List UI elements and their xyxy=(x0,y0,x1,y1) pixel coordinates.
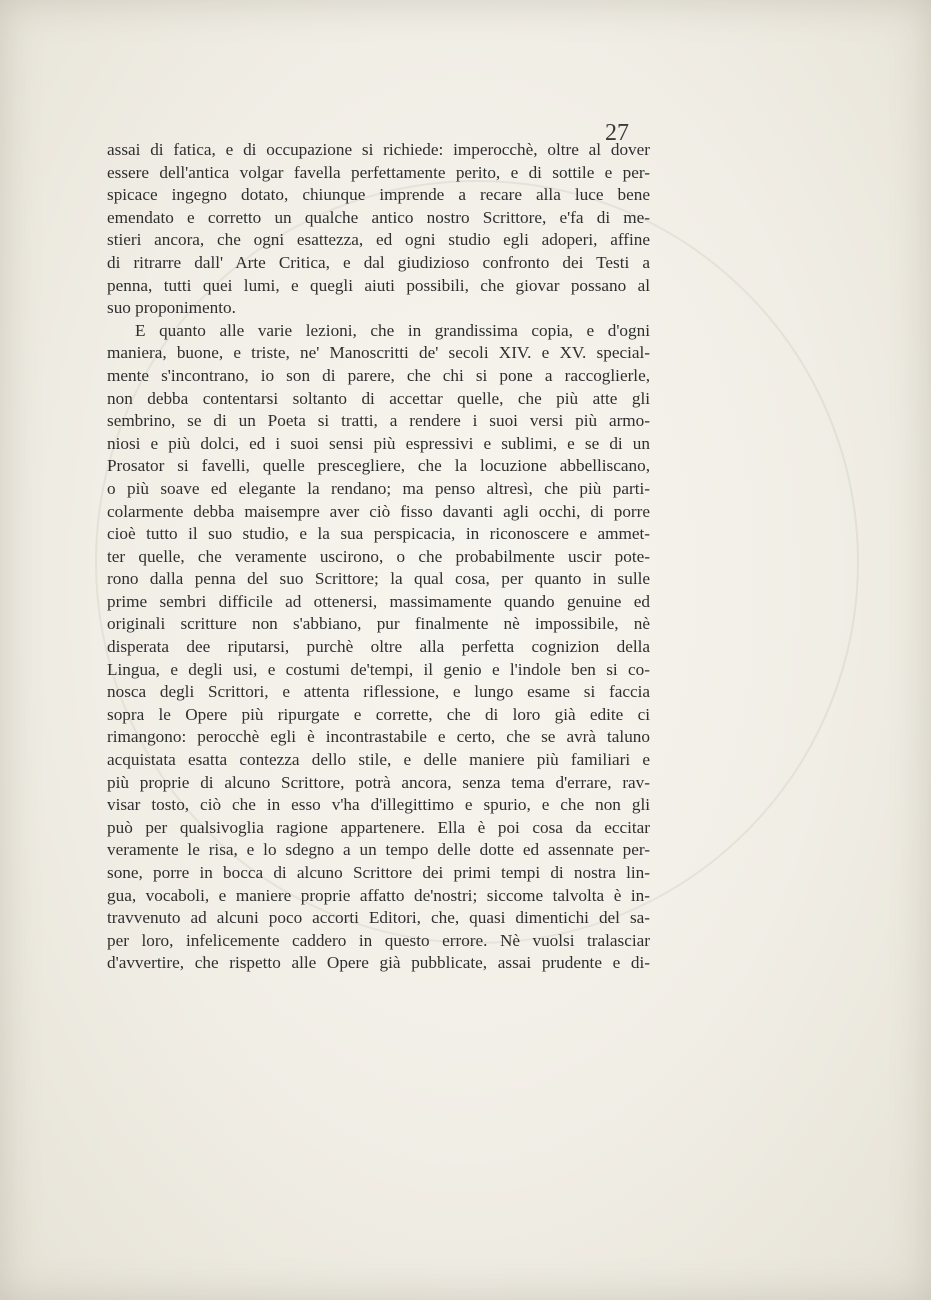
text-line: emendato e corretto un qualche antico nostro Scrittore, e'fa di me- xyxy=(107,207,650,227)
text-line: E quanto alle varie lezioni, che in grandissima copia, e d'ogni xyxy=(135,320,650,340)
text-line: niosi e più dolci, ed i suoi sensi più espressivi e sublimi, e se di un xyxy=(107,433,650,453)
text-line: penna, tutti quei lumi, e quegli aiuti possibili, che giovar possano al xyxy=(107,275,650,295)
text-line: originali scritture non s'abbiano, pur finalmente nè impossibile, nè xyxy=(107,614,650,634)
text-line: Lingua, e degli usi, e costumi de'tempi, il genio e l'indole ben si co- xyxy=(107,659,650,679)
text-line: cioè tutto il suo studio, e la sua perspicacia, in riconoscere e ammet- xyxy=(107,524,650,544)
text-line: o più soave ed elegante la rendano; ma penso altresì, che più parti- xyxy=(107,478,650,498)
text-line: nosca degli Scrittori, e attenta riflessione, e lungo esame si faccia xyxy=(107,682,650,702)
text-line: sembrino, se di un Poeta si tratti, a rendere i suoi versi più armo- xyxy=(107,411,650,431)
text-line: d'avvertire, che rispetto alle Opere già pubblicate, assai prudente e di- xyxy=(107,953,650,973)
text-line: sone, porre in bocca di alcuno Scrittore dei primi tempi di nostra lin- xyxy=(107,863,650,882)
text-line: più proprie di alcuno Scrittore, potrà ancora, senza tema d'errare, rav- xyxy=(107,772,650,792)
text-line: prime sembri difficile ad ottenersi, massimamente quando genuine ed xyxy=(107,591,650,611)
text-line: Prosator si favelli, quelle prescegliere, che la locuzione abbelliscano, xyxy=(107,456,650,476)
text-line: mente s'incontrano, io son di parere, che chi si pone a raccoglierle, xyxy=(107,365,650,385)
text-line: per loro, infelicemente caddero in questo errore. Nè vuolsi tralasciar xyxy=(107,930,650,950)
text-line: sopra le Opere più ripurgate e corrette, che di loro già edite ci xyxy=(107,704,650,724)
text-line: veramente le risa, e lo sdegno a un tempo delle dotte ed assennate per- xyxy=(107,840,650,860)
page-number: 27 xyxy=(605,120,629,146)
paragraph xyxy=(107,320,650,975)
body-text xyxy=(107,139,650,975)
text-line: travvenuto ad alcuni poco accorti Editori, che, quasi dimentichi del sa- xyxy=(107,908,650,928)
text-line: visar tosto, ciò che in esso v'ha d'illegittimo e spurio, e che non gli xyxy=(107,795,650,815)
text-line: assai di fatica, e di occupazione si richiede: imperocchè, oltre al dover xyxy=(107,140,650,159)
text-line: ter quelle, che veramente uscirono, o che probabilmente uscir pote- xyxy=(107,546,650,566)
text-line: stieri ancora, che ogni esattezza, ed ogni studio egli adoperi, affine xyxy=(107,230,650,250)
text-line: acquistata esatta contezza dello stile, e delle maniere più familiari e xyxy=(107,750,650,770)
text-line: può per qualsivoglia ragione appartenere. Ella è poi cosa da eccitar xyxy=(107,817,650,837)
text-line: gua, vocaboli, e maniere proprie affatto de'nostri; siccome talvolta è in- xyxy=(107,885,650,905)
text-line: colarmente debba maisempre aver ciò fisso davanti agli occhi, di porre xyxy=(107,501,650,521)
text-line: disperata dee riputarsi, purchè oltre alla perfetta cognizion della xyxy=(107,637,650,657)
paragraph xyxy=(107,139,650,320)
text-line: non debba contentarsi soltanto di accettar quelle, che più atte gli xyxy=(107,388,650,408)
text-line: spicace ingegno dotato, chiunque imprende a recare alla luce bene xyxy=(107,185,650,205)
text-line: suo proponimento. xyxy=(107,298,236,318)
text-line: di ritrarre dall' Arte Critica, e dal giudizioso confronto dei Testi a xyxy=(107,252,650,272)
text-line: rono dalla penna del suo Scrittore; la qual cosa, per quanto in sulle xyxy=(107,569,650,589)
text-line: essere dell'antica volgar favella perfettamente perito, e di sottile e per- xyxy=(107,162,650,182)
text-line: rimangono: perocchè egli è incontrastabile e certo, che se avrà taluno xyxy=(107,727,650,747)
text-line: maniera, buone, e triste, ne' Manoscritti de' secoli XIV. e XV. special- xyxy=(107,343,650,363)
